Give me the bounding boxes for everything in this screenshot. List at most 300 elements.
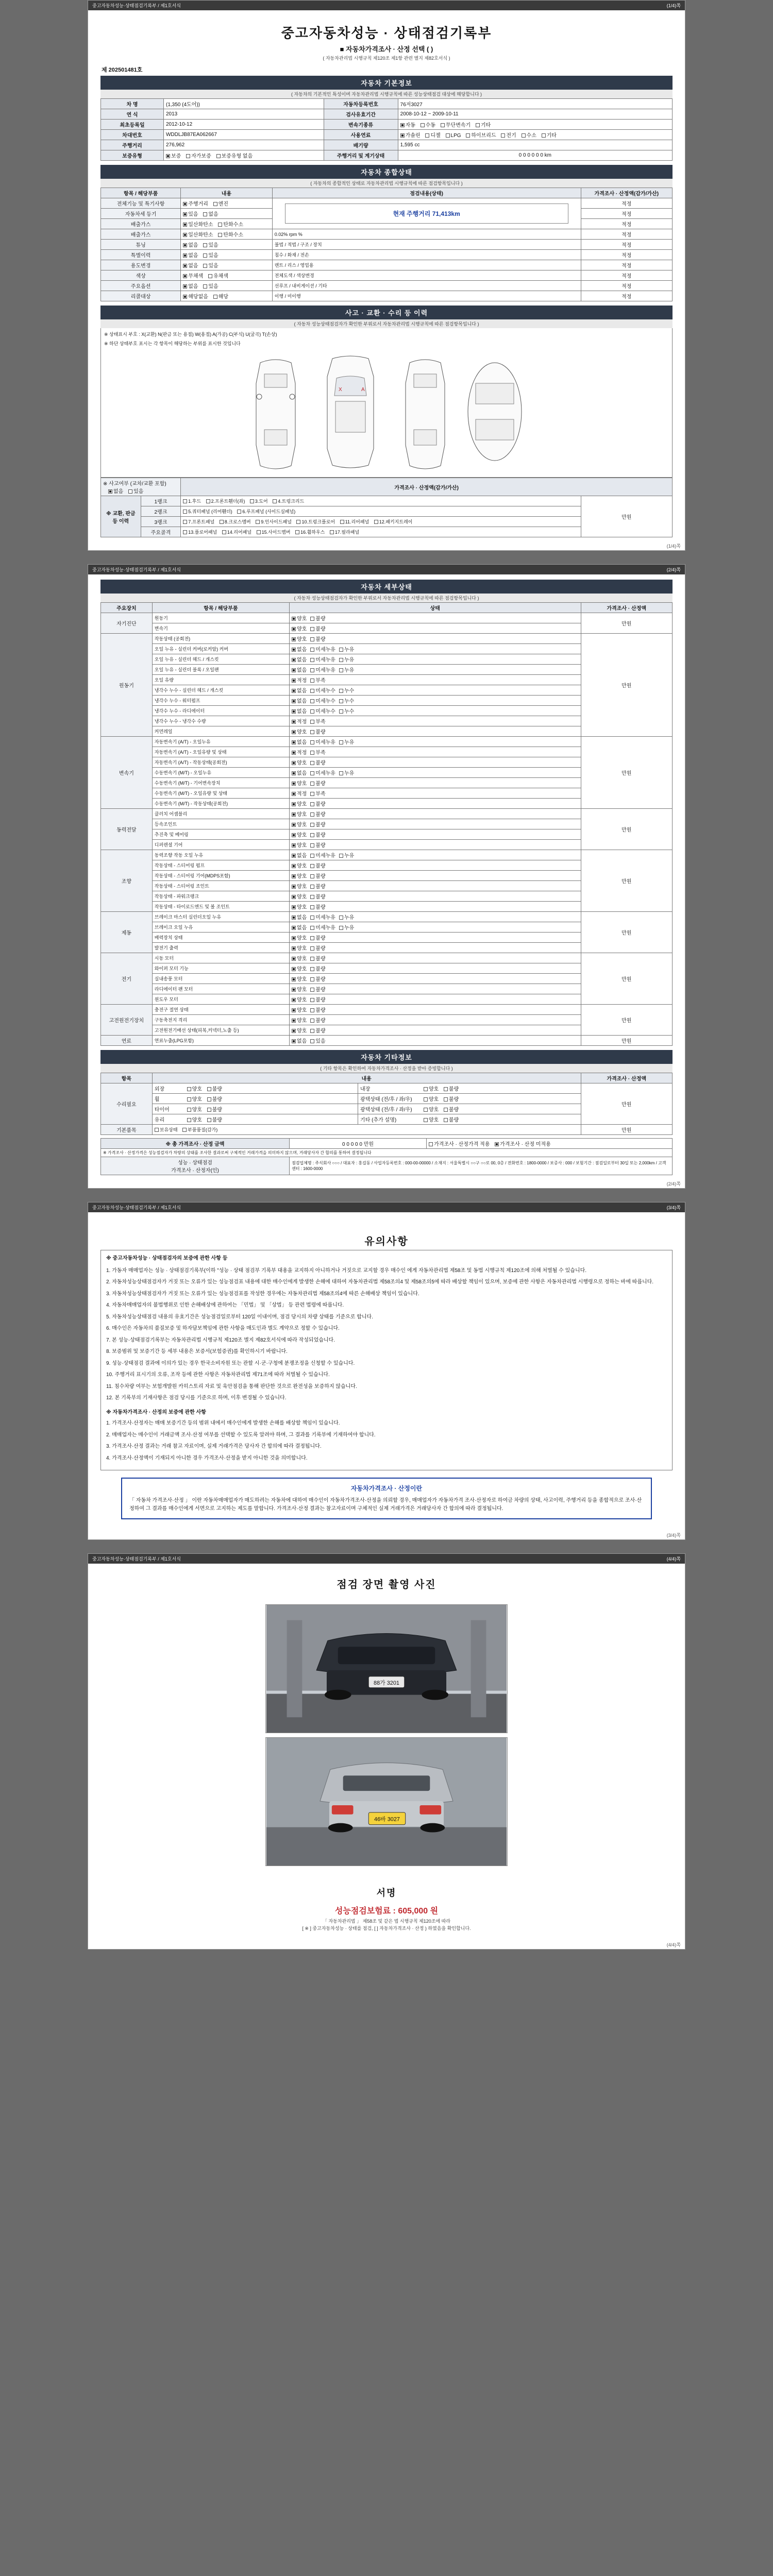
row-label: 전체기능 및 특기사항	[101, 198, 181, 209]
notice-item: 6. 매수인은 자동차의 품질보증 및 하자담보책임에 관한 사항을 매도인과 별도 계약으로 정할 수 있습니다.	[106, 1326, 340, 1331]
state-option[interactable]: 없음	[292, 923, 307, 931]
state-option[interactable]: 양호	[292, 954, 307, 962]
detail-item-state	[289, 974, 581, 984]
state-option[interactable]: 양호	[292, 1026, 307, 1034]
notice-item: 2. 자동차성능상태점검자가 거짓 또는 오류가 있는 성능점검표 내용에 대한 매수인에게 발생한 손해에 대하여 자동차관리법 제58조의4 및 제58조의5에 따라 배상할 책임이 있으며, 보증에 관한 사항은 자동차관리법 시행령으로 정하는 바에 따릅니다.	[106, 1279, 654, 1285]
state-option[interactable]: 미세누유	[310, 851, 335, 859]
state-option[interactable]: 누유	[339, 738, 354, 745]
table-row	[101, 120, 673, 130]
state-option[interactable]: 누유	[339, 913, 354, 921]
state-option[interactable]: 양호	[292, 861, 307, 869]
part-option[interactable]: 12.패키지트레이	[374, 518, 413, 525]
option-a[interactable]: 일산화탄소	[183, 220, 213, 228]
state-option[interactable]: 없음	[292, 655, 307, 663]
detail-item-state	[289, 840, 581, 850]
detail-item-label: 라디에이터 팬 모터	[152, 984, 289, 994]
state-option[interactable]: 적정	[292, 789, 307, 797]
state-option[interactable]: 없음	[292, 666, 307, 673]
table-row	[101, 260, 673, 270]
option-lpg[interactable]: LPG	[446, 133, 461, 139]
state-option[interactable]: 누수	[339, 686, 354, 694]
car-rear-diagram	[461, 352, 528, 471]
part-option[interactable]: 11.리어패널	[340, 518, 369, 525]
cell-value-vin: WDDLJB87EA062667	[163, 130, 324, 140]
state-option[interactable]: 없음	[292, 738, 307, 745]
row-inner	[181, 281, 272, 291]
detail-item-label: 수동변속기 (M/T) - 작동상태(공회전)	[152, 799, 289, 809]
option-etc[interactable]: 기타	[476, 121, 491, 128]
option-bad[interactable]: 불량	[207, 1084, 222, 1092]
detail-item-state	[289, 696, 581, 706]
detail-item-state	[289, 809, 581, 819]
topbar-left-text: 중고자동차성능·상태점검기록부 / 제1호서식	[92, 3, 181, 8]
part-option[interactable]: 17.필라패널	[330, 529, 359, 535]
option-gasoline[interactable]: 가솔린	[400, 131, 421, 139]
option-b[interactable]: 해당	[213, 292, 228, 300]
other-item-2	[358, 1104, 581, 1114]
accident-unit-label: ※ 교환, 판금 등 이력	[101, 496, 141, 537]
state-option[interactable]: 부족	[310, 748, 325, 756]
notice-item: 5. 자동차성능상태점검 내용의 유효기간은 성능점검일로부터 120일 이내이며, 점검 당시의 차량 상태를 기준으로 합니다.	[106, 1314, 373, 1320]
detail-item-label: 수동변속기 (M/T) - 기어변속장치	[152, 778, 289, 788]
other-item-2	[358, 1083, 581, 1094]
state-option[interactable]: 누유	[339, 769, 354, 776]
detail-group-label: 고전원전기장치	[101, 1005, 153, 1036]
option-warranty-yes[interactable]: 보증	[166, 151, 181, 159]
cell-label: 사용연료	[324, 130, 398, 140]
option-fuel-etc[interactable]: 기타	[542, 131, 557, 139]
state-option[interactable]: 양호	[292, 841, 307, 849]
insurance-fee-value: 605,000 원	[398, 1907, 439, 1916]
state-option[interactable]: 미세누유	[310, 913, 335, 921]
cell-value: 76저3027	[398, 99, 672, 109]
state-option[interactable]: 없음	[292, 645, 307, 653]
table-row	[101, 1125, 673, 1135]
state-option[interactable]: 누유	[339, 666, 354, 673]
cell-label: 배기량	[324, 140, 398, 150]
option-b[interactable]: 유채색	[208, 272, 228, 279]
option-good[interactable]: 양호	[187, 1115, 202, 1123]
svg-text:88가 3201: 88가 3201	[374, 1680, 399, 1686]
state-option[interactable]: 양호	[292, 892, 307, 900]
state-option[interactable]: 미세누유	[310, 738, 335, 745]
state-option[interactable]: 누수	[339, 697, 354, 704]
state-option[interactable]: 없음	[292, 913, 307, 921]
part-option[interactable]: 13.플로어패널	[183, 529, 217, 535]
table-row	[101, 1157, 673, 1175]
detail-item-state	[289, 654, 581, 665]
state-option[interactable]: 부족	[310, 789, 325, 797]
part-option[interactable]: 1.후드	[183, 498, 201, 504]
state-option[interactable]: 불량	[310, 975, 325, 982]
detail-item-state	[289, 1025, 581, 1036]
detail-item-state	[289, 922, 581, 933]
state-option[interactable]: 불량	[310, 800, 325, 807]
option-price-not-applied[interactable]: 가격조사 · 산정 미적용	[495, 1140, 551, 1147]
state-option[interactable]: 불량	[310, 635, 325, 642]
option-b[interactable]: 엔진	[213, 199, 228, 207]
option-good[interactable]: 양호	[424, 1084, 439, 1092]
option-a[interactable]: 없음	[183, 251, 198, 259]
option-good[interactable]: 양호	[187, 1084, 202, 1092]
state-option[interactable]: 양호	[292, 800, 307, 807]
detail-group-label: 동력전달	[101, 809, 153, 850]
state-option[interactable]: 누유	[339, 645, 354, 653]
part-option[interactable]: 4.트렁크리드	[273, 498, 304, 504]
row-detail: 이행 / 미이행	[272, 291, 581, 301]
page-1-footer: (1/4)쪽	[666, 544, 681, 549]
state-option[interactable]: 미세누유	[310, 666, 335, 673]
option-b[interactable]: 있음	[203, 251, 218, 259]
state-option[interactable]: 불량	[310, 1006, 325, 1013]
state-option[interactable]: 불량	[310, 995, 325, 1003]
option-good[interactable]: 양호	[187, 1105, 202, 1113]
option-cvt[interactable]: 무단변속기	[441, 121, 470, 128]
state-option[interactable]: 적정	[292, 676, 307, 684]
option-accident-yes[interactable]: 있음	[128, 487, 143, 495]
state-option[interactable]: 양호	[292, 975, 307, 982]
state-option[interactable]: 없음	[292, 707, 307, 715]
state-option[interactable]: 없음	[292, 851, 307, 859]
state-option[interactable]: 양호	[292, 758, 307, 766]
state-option[interactable]: 양호	[292, 831, 307, 838]
option-a[interactable]: 일산화탄소	[183, 230, 213, 238]
cell-label: 주행거리	[101, 140, 164, 150]
state-option[interactable]: 불량	[310, 820, 325, 828]
table-header-row	[101, 188, 673, 198]
option-b[interactable]: 없음	[203, 210, 218, 217]
state-option[interactable]: 누수	[339, 707, 354, 715]
option-bad[interactable]: 불량	[444, 1115, 459, 1123]
car-top-diagram	[312, 352, 389, 471]
notice-item: 10. 주행거리 표시기의 오류, 조작 등에 관한 사항은 자동차관리법 제71조에 따라 처벌될 수 있습니다.	[106, 1372, 330, 1378]
option-auto[interactable]: 자동	[400, 121, 415, 128]
state-option[interactable]: 양호	[292, 1016, 307, 1024]
topbar-right-text: (4/4)쪽	[666, 1556, 681, 1562]
detail-item-state	[289, 623, 581, 634]
detail-state-table	[100, 602, 673, 1046]
option-a[interactable]: 해당없음	[183, 292, 208, 300]
price-summary-note: ※ 가격조사 · 산정가격은 성능점검자가 차량의 상태를 조사한 결과로써 구체적인 거래가격을 의미하지 않으며, 거래당사자 간 합의를 통하여 결정됩니다	[101, 1149, 673, 1157]
state-option[interactable]: 누유	[339, 655, 354, 663]
detail-item-label: 오일 누유 - 실린더 헤드 / 개스킷	[152, 654, 289, 665]
detail-group-label: 제동	[101, 912, 153, 953]
state-option[interactable]: 불량	[310, 831, 325, 838]
option-ev[interactable]: 전기	[501, 131, 516, 139]
option-warranty-none[interactable]: 보증유형 없음	[216, 151, 253, 159]
state-option[interactable]: 불량	[310, 1026, 325, 1034]
cell-label: 연 식	[101, 109, 164, 120]
part-option[interactable]: 9.인사이드패널	[256, 518, 292, 525]
option-a[interactable]: 없음	[183, 282, 198, 290]
price-cell: 적정	[581, 209, 672, 219]
state-option[interactable]: 양호	[292, 727, 307, 735]
cell-label: 주행거리 및 계기상태	[324, 150, 398, 161]
part-option[interactable]: 10.트렁크플로어	[296, 518, 335, 525]
state-option[interactable]: 양호	[292, 934, 307, 941]
option-bad[interactable]: 불량	[444, 1095, 459, 1103]
option-a[interactable]: 없음	[183, 261, 198, 269]
state-option[interactable]: 불량	[310, 810, 325, 818]
option-good[interactable]: 양호	[424, 1105, 439, 1113]
option-bad[interactable]: 불량	[207, 1105, 222, 1113]
table-row	[101, 850, 673, 860]
state-option[interactable]: 적정	[292, 748, 307, 756]
state-option[interactable]: 불량	[310, 727, 325, 735]
detail-item-state	[289, 675, 581, 685]
option-b[interactable]: 탄화수소	[218, 220, 243, 228]
option-bad[interactable]: 불량	[207, 1115, 222, 1123]
state-option[interactable]: 불량	[310, 841, 325, 849]
option-warranty-self[interactable]: 자가보증	[186, 151, 211, 159]
option-diesel[interactable]: 디젤	[425, 131, 440, 139]
legend-line-1: ※ 상태표시 부호 : X(교환) N(판금 또는 용접) W(용접) A(가공) C(부식) U(굴곡) T(손상)	[104, 332, 277, 337]
detail-item-label: 냉각수 누수 - 워터펌프	[152, 696, 289, 706]
option-accident-none[interactable]: 없음	[108, 487, 123, 495]
footer-line-1: 「 자동차관리법 」 제58조 및 같은 법 시행규칙 제120조에 따라	[322, 1919, 451, 1924]
notice-sub-head: ※ 자동차가격조사 · 산정의 보증에 관한 사항	[106, 1409, 206, 1415]
state-option[interactable]: 불량	[310, 944, 325, 952]
detail-item-label: 추진축 및 베어링	[152, 829, 289, 840]
detail-item-state	[289, 829, 581, 840]
part-option[interactable]: 16.휠하우스	[295, 529, 325, 535]
state-option[interactable]: 양호	[292, 944, 307, 952]
col-head-state: 상태	[289, 603, 581, 613]
item-label: 타이어	[154, 1107, 170, 1113]
state-option[interactable]: 불량	[310, 624, 325, 632]
state-option[interactable]: 미세누수	[310, 697, 335, 704]
detail-group-label: 조향	[101, 850, 153, 912]
option-a[interactable]: 무채색	[183, 272, 203, 279]
part-option[interactable]: 7.프론트패널	[183, 518, 214, 525]
state-option[interactable]: 부족	[310, 717, 325, 725]
state-option[interactable]: 양호	[292, 779, 307, 787]
price-cell: 적정	[581, 291, 672, 301]
part-option[interactable]: 15.사이드멤버	[257, 529, 291, 535]
option-manual[interactable]: 수동	[421, 121, 435, 128]
state-option[interactable]: 미세누유	[310, 645, 335, 653]
state-option[interactable]: 미세누수	[310, 707, 335, 715]
detail-item-label: 원동기	[152, 613, 289, 623]
detail-item-label: 배력장치 상태	[152, 933, 289, 943]
mileage-detail-text: 현재 주행거리 71,413km	[393, 210, 460, 217]
col-head-state: 점검내용(상태)	[272, 188, 581, 198]
state-option[interactable]: 없음	[292, 769, 307, 776]
state-option[interactable]: 불량	[310, 903, 325, 910]
option-price-applied[interactable]: 가격조사 · 산정가격 적용	[429, 1140, 490, 1147]
detail-price-cell: 만원	[581, 850, 672, 912]
topbar-left-text: 중고자동차성능·상태점검기록부 / 제1호서식	[92, 1556, 181, 1562]
detail-item-label: 충전구 절연 상태	[152, 1005, 289, 1015]
page-2-footer: (2/4)쪽	[666, 1181, 681, 1187]
detail-item-label: 작동상태 - 파워크랭크	[152, 891, 289, 902]
detail-item-state	[289, 716, 581, 726]
state-option[interactable]: 양호	[292, 995, 307, 1003]
detail-item-state	[289, 665, 581, 675]
cell-value: 2012-10-12	[163, 120, 324, 130]
detail-item-state	[289, 819, 581, 829]
notice-item: 3. 자동차성능상태점검자가 거짓 또는 오류가 있는 성능점검표를 작성한 경우에는 자동차관리법 제58조의4에 따른 손해배상 책임이 있습니다.	[106, 1291, 419, 1297]
state-option[interactable]: 적정	[292, 717, 307, 725]
state-option[interactable]: 불량	[310, 934, 325, 941]
row-inner	[181, 291, 272, 301]
option-good[interactable]: 양호	[424, 1095, 439, 1103]
part-option[interactable]: 5.쿼터패널 (리어휀더)	[183, 508, 232, 515]
state-option[interactable]: 불량	[310, 985, 325, 993]
detail-item-state	[289, 891, 581, 902]
notice-item: 11. 침수차량 여부는 보험개발원 카히스토리 자료 및 육안점검을 통해 판단한 것으로 완전성을 보증하지 않습니다.	[106, 1383, 357, 1389]
state-option[interactable]: 양호	[292, 624, 307, 632]
row-inner	[181, 219, 272, 229]
state-option[interactable]: 미세누유	[310, 769, 335, 776]
detail-item-state	[289, 706, 581, 716]
option-a[interactable]: 없음	[183, 241, 198, 248]
section-accident-title: 사고 · 교환 · 수리 등 이력	[100, 306, 673, 319]
part-option[interactable]: 6.루프패널 (사이드실패널)	[237, 508, 295, 515]
price-definition-text: 「 자동차 가격조사·산정 」 이란 자동차매매업자가 매도하려는 자동차에 대하여 매수인이 자동차가격조사·산정을 의뢰할 경우, 매매업자가 자동차가격 조사·산정자로 하여금 차량의 상태, 사고이력, 주행거리 등을 종합적으로 조사·산정하여 그 결과를 매수인에게 서면으로 고지하는 제도를 말합니다. 가격조사·산정 결과는 참고자료이며 구체적인 실제 거래가격은 거래당사자 간 합의에 따라 결정됩니다.	[129, 1498, 642, 1512]
rank-label: 1랭크	[141, 496, 181, 506]
page-1	[88, 0, 685, 551]
state-option[interactable]: 양호	[292, 1006, 307, 1013]
state-option[interactable]: 불량	[310, 954, 325, 962]
price-cell: 적정	[581, 229, 672, 240]
state-option[interactable]: 양호	[292, 985, 307, 993]
state-option[interactable]: 미세누수	[310, 686, 335, 694]
state-option[interactable]: 불량	[310, 964, 325, 972]
detail-item-label: 자동변속기 (A/T) - 오일유량 및 상태	[152, 747, 289, 757]
option-hybrid[interactable]: 하이브리드	[466, 131, 496, 139]
basic-items-value	[152, 1125, 581, 1135]
part-option[interactable]: 8.크로스멤버	[220, 518, 251, 525]
cell-value-fuel	[398, 130, 672, 140]
notice-item: 2. 매매업자는 매수인이 거래금액 조사·산정 여부를 선택할 수 있도록 알려야 하며, 그 결과를 기록부에 기재하여야 합니다.	[106, 1432, 376, 1438]
part-option[interactable]: 2.프론트휀더(좌)	[206, 498, 245, 504]
option-b[interactable]: 있음	[203, 282, 218, 290]
detail-item-state	[289, 850, 581, 860]
notice-item: 3. 가격조사·산정 결과는 거래 참고 자료이며, 실제 거래가격은 당사자 간 합의에 따라 결정됩니다.	[106, 1444, 322, 1449]
part-option[interactable]: 14.리어패널	[222, 529, 251, 535]
row-detail: 불법 / 적법 / 구조 / 장치	[272, 240, 581, 250]
detail-item-label: 작동상태 (공회전)	[152, 634, 289, 644]
state-option[interactable]: 부족	[310, 676, 325, 684]
car-side-right-diagram	[394, 352, 456, 471]
part-option[interactable]: 3.도어	[250, 498, 268, 504]
col-head-group: 주요장치	[101, 603, 153, 613]
option-owned[interactable]: 보유상태	[155, 1126, 178, 1133]
detail-group-label: 원동기	[101, 634, 153, 737]
price-cell: 적정	[581, 260, 672, 270]
detail-item-state	[289, 1036, 581, 1046]
table-row	[101, 478, 673, 496]
notice-item: 4. 자동차매매업자의 불법행위로 인한 손해배상에 관하여는 「민법」 및 「상법」 등 관련 법령에 따릅니다.	[106, 1302, 344, 1308]
option-quality[interactable]: 부품품질(감가)	[182, 1126, 217, 1133]
option-hydrogen[interactable]: 수소	[522, 131, 536, 139]
state-option[interactable]: 불량	[310, 892, 325, 900]
accident-diagram-area	[100, 328, 673, 478]
option-bad[interactable]: 불량	[207, 1095, 222, 1103]
detail-item-state	[289, 747, 581, 757]
row-inner	[181, 260, 272, 270]
state-option[interactable]: 불량	[310, 882, 325, 890]
state-option[interactable]: 누유	[339, 923, 354, 931]
item-label: 휠	[154, 1097, 160, 1103]
state-option[interactable]: 있음	[310, 1037, 325, 1044]
footer-note	[100, 1918, 673, 1936]
detail-item-label: 클러치 어셈블리	[152, 809, 289, 819]
detail-group-label: 전기	[101, 953, 153, 1005]
state-option[interactable]: 양호	[292, 882, 307, 890]
page-4-topbar	[88, 1554, 685, 1564]
topbar-right-text: (2/4)쪽	[666, 567, 681, 572]
rank-label: 3랭크	[141, 517, 181, 527]
detail-item-label: 브레이크 마스터 실린더오일 누유	[152, 912, 289, 922]
state-option[interactable]: 불량	[310, 758, 325, 766]
photos-title: 점검 장면 촬영 사진	[337, 1579, 436, 1591]
option-good[interactable]: 양호	[424, 1115, 439, 1123]
section-detail-title: 자동차 세부상태	[100, 580, 673, 594]
page-2-topbar	[88, 565, 685, 574]
state-option[interactable]: 없음	[292, 1037, 307, 1044]
notice-item: 1. 가격조사·산정자는 매매 보증기간 등의 범위 내에서 매수인에게 발생한 손해를 배상할 책임이 있습니다.	[106, 1420, 340, 1426]
option-b[interactable]: 있음	[203, 261, 218, 269]
table-row	[101, 270, 673, 281]
state-option[interactable]: 없음	[292, 697, 307, 704]
state-option[interactable]: 불량	[310, 872, 325, 879]
state-option[interactable]: 양호	[292, 635, 307, 642]
detail-item-label: 구동축전지 격리	[152, 1015, 289, 1025]
option-bad[interactable]: 불량	[444, 1084, 459, 1092]
detail-item-label: 변속기	[152, 623, 289, 634]
detail-table-body	[101, 613, 673, 1046]
state-option[interactable]: 없음	[292, 686, 307, 694]
price-definition-box	[121, 1478, 652, 1519]
state-option[interactable]: 양호	[292, 903, 307, 910]
state-option[interactable]: 미세누유	[310, 655, 335, 663]
option-bad[interactable]: 불량	[444, 1105, 459, 1113]
state-option[interactable]: 양호	[292, 872, 307, 879]
detail-item-state	[289, 778, 581, 788]
state-option[interactable]: 불량	[310, 1016, 325, 1024]
state-option[interactable]: 불량	[310, 614, 325, 622]
option-a[interactable]: 주행거리	[183, 199, 208, 207]
table-row	[101, 613, 673, 623]
detail-item-label: 냉각수 누수 - 냉각수 수량	[152, 716, 289, 726]
state-option[interactable]: 양호	[292, 614, 307, 622]
state-option[interactable]: 불량	[310, 861, 325, 869]
option-b[interactable]: 탄화수소	[218, 230, 243, 238]
accident-history-table	[100, 478, 673, 537]
cell-label: 변속기종류	[324, 120, 398, 130]
state-option[interactable]: 누유	[339, 851, 354, 859]
detail-item-label: 오일 누유 - 실린더 블록 / 오일팬	[152, 665, 289, 675]
page-subtitle-law: ( 자동차관리법 시행규칙 제120조 제1항 관련 별지 제82호서식 )	[323, 56, 450, 61]
detail-item-label: 작동상태 - 스티어링 펌프	[152, 860, 289, 871]
state-option[interactable]: 미세누유	[310, 923, 335, 931]
price-cell: 적정	[581, 250, 672, 260]
row-detail: 전체도색 / 색상변경	[272, 270, 581, 281]
state-option[interactable]: 양호	[292, 820, 307, 828]
detail-item-state	[289, 726, 581, 737]
table-row	[101, 281, 673, 291]
option-good[interactable]: 양호	[187, 1095, 202, 1103]
option-b[interactable]: 있음	[203, 241, 218, 248]
state-option[interactable]: 불량	[310, 779, 325, 787]
detail-item-label: 오일 누유 - 실린더 커버(로커암) 커버	[152, 644, 289, 654]
option-a[interactable]: 있음	[183, 210, 198, 217]
state-option[interactable]: 양호	[292, 964, 307, 972]
price-cell: 적정	[581, 281, 672, 291]
state-option[interactable]: 양호	[292, 810, 307, 818]
